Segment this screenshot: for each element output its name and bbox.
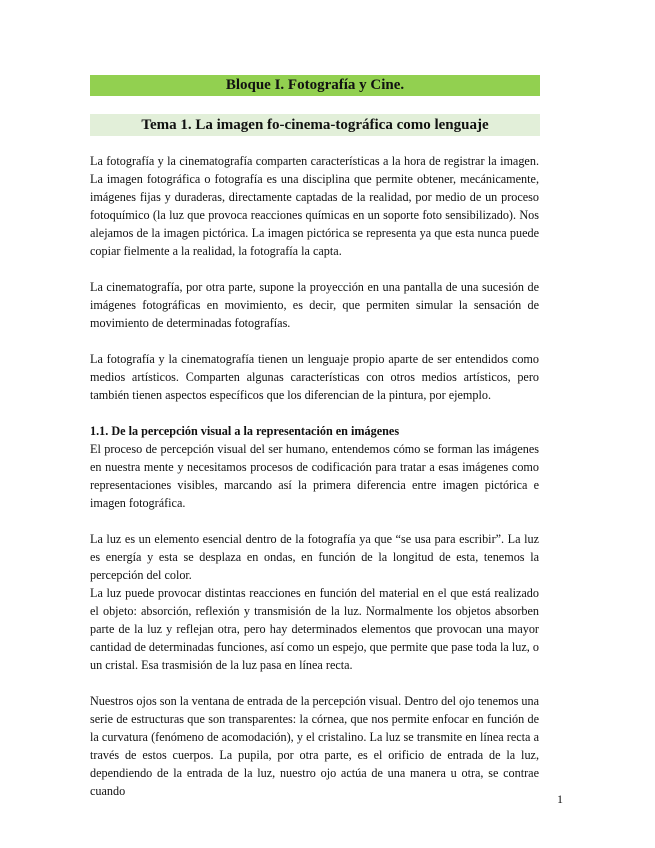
document-body [90,152,539,800]
page-number: 1 [557,792,563,806]
paragraph-2: La cinematografía, por otra parte, supone la proyección en una pantalla de una sucesión de imágenes fotográficas en movimiento, es decir, que permiten simular la sensación de movimiento de determinadas fotografías. [90,280,539,330]
paragraph-7: Nuestros ojos son la ventana de entrada de la percepción visual. Dentro del ojo tenemos una serie de estructuras que son transparentes: la córnea, que nos permite enfocar en función de la curvatura (fenómeno de acomodación), y el cristalino. La luz se transmite en línea recta a través de estos cuerpos. La pupila, por otra parte, es el orificio de entrada de la luz, dependiendo de la entrada de la luz, nuestro ojo actúa de una manera u otra, se contrae cuando [90,694,539,798]
paragraph-5: La luz es un elemento esencial dentro de la fotografía ya que “se usa para escribir”. La luz es energía y esta se desplaza en ondas, en función de la longitud de esta, tenemos la percepción del color. [90,532,539,582]
paragraph-1: La fotografía y la cinematografía comparten características a la hora de registrar la imagen. La imagen fotográfica o fotografía es una disciplina que permite obtener, mecánicamente, imágenes fijas y duraderas, directamente captadas de la realidad, por medio de un proceso fotoquímico (la luz que provoca reacciones químicas en un soporte foto sensibilizado). Nos alejamos de la imagen pictórica. La imagen pictórica se representa ya que esta nunca puede copiar fielmente a la realidad, la fotografía la capta. [90,154,539,258]
block-title: Bloque I. Fotografía y Cine. [90,75,540,96]
section-heading: 1.1. De la percepción visual a la representación en imágenes [90,424,400,438]
paragraph-4: El proceso de percepción visual del ser humano, entendemos cómo se forman las imágenes en nuestra mente y necesitamos procesos de codificación para tratar a esas imágenes como representaciones visibles, marcando así la primera diferencia entre imagen pictórica e imagen fotográfica. [90,442,539,510]
paragraph-6: La luz puede provocar distintas reacciones en función del material en el que está realizado el objeto: absorción, reflexión y transmisión de la luz. Normalmente los objetos absorben parte de la luz y reflejan otra, pero hay determinados elementos que provocan una mayor cantidad de determinadas funciones, así como un espejo, que permite que pase toda la luz, o un cristal. Esa trasmisión de la luz pasa en línea recta. [90,586,539,672]
paragraph-3: La fotografía y la cinematografía tienen un lenguaje propio aparte de ser entendidos como medios artísticos. Comparten algunas características con otros medios artísticos, pero también tienen aspectos específicos que los diferencian de la pintura, por ejemplo. [90,352,539,402]
topic-title: Tema 1. La imagen fo-cinema-tográfica como lenguaje [90,114,540,136]
